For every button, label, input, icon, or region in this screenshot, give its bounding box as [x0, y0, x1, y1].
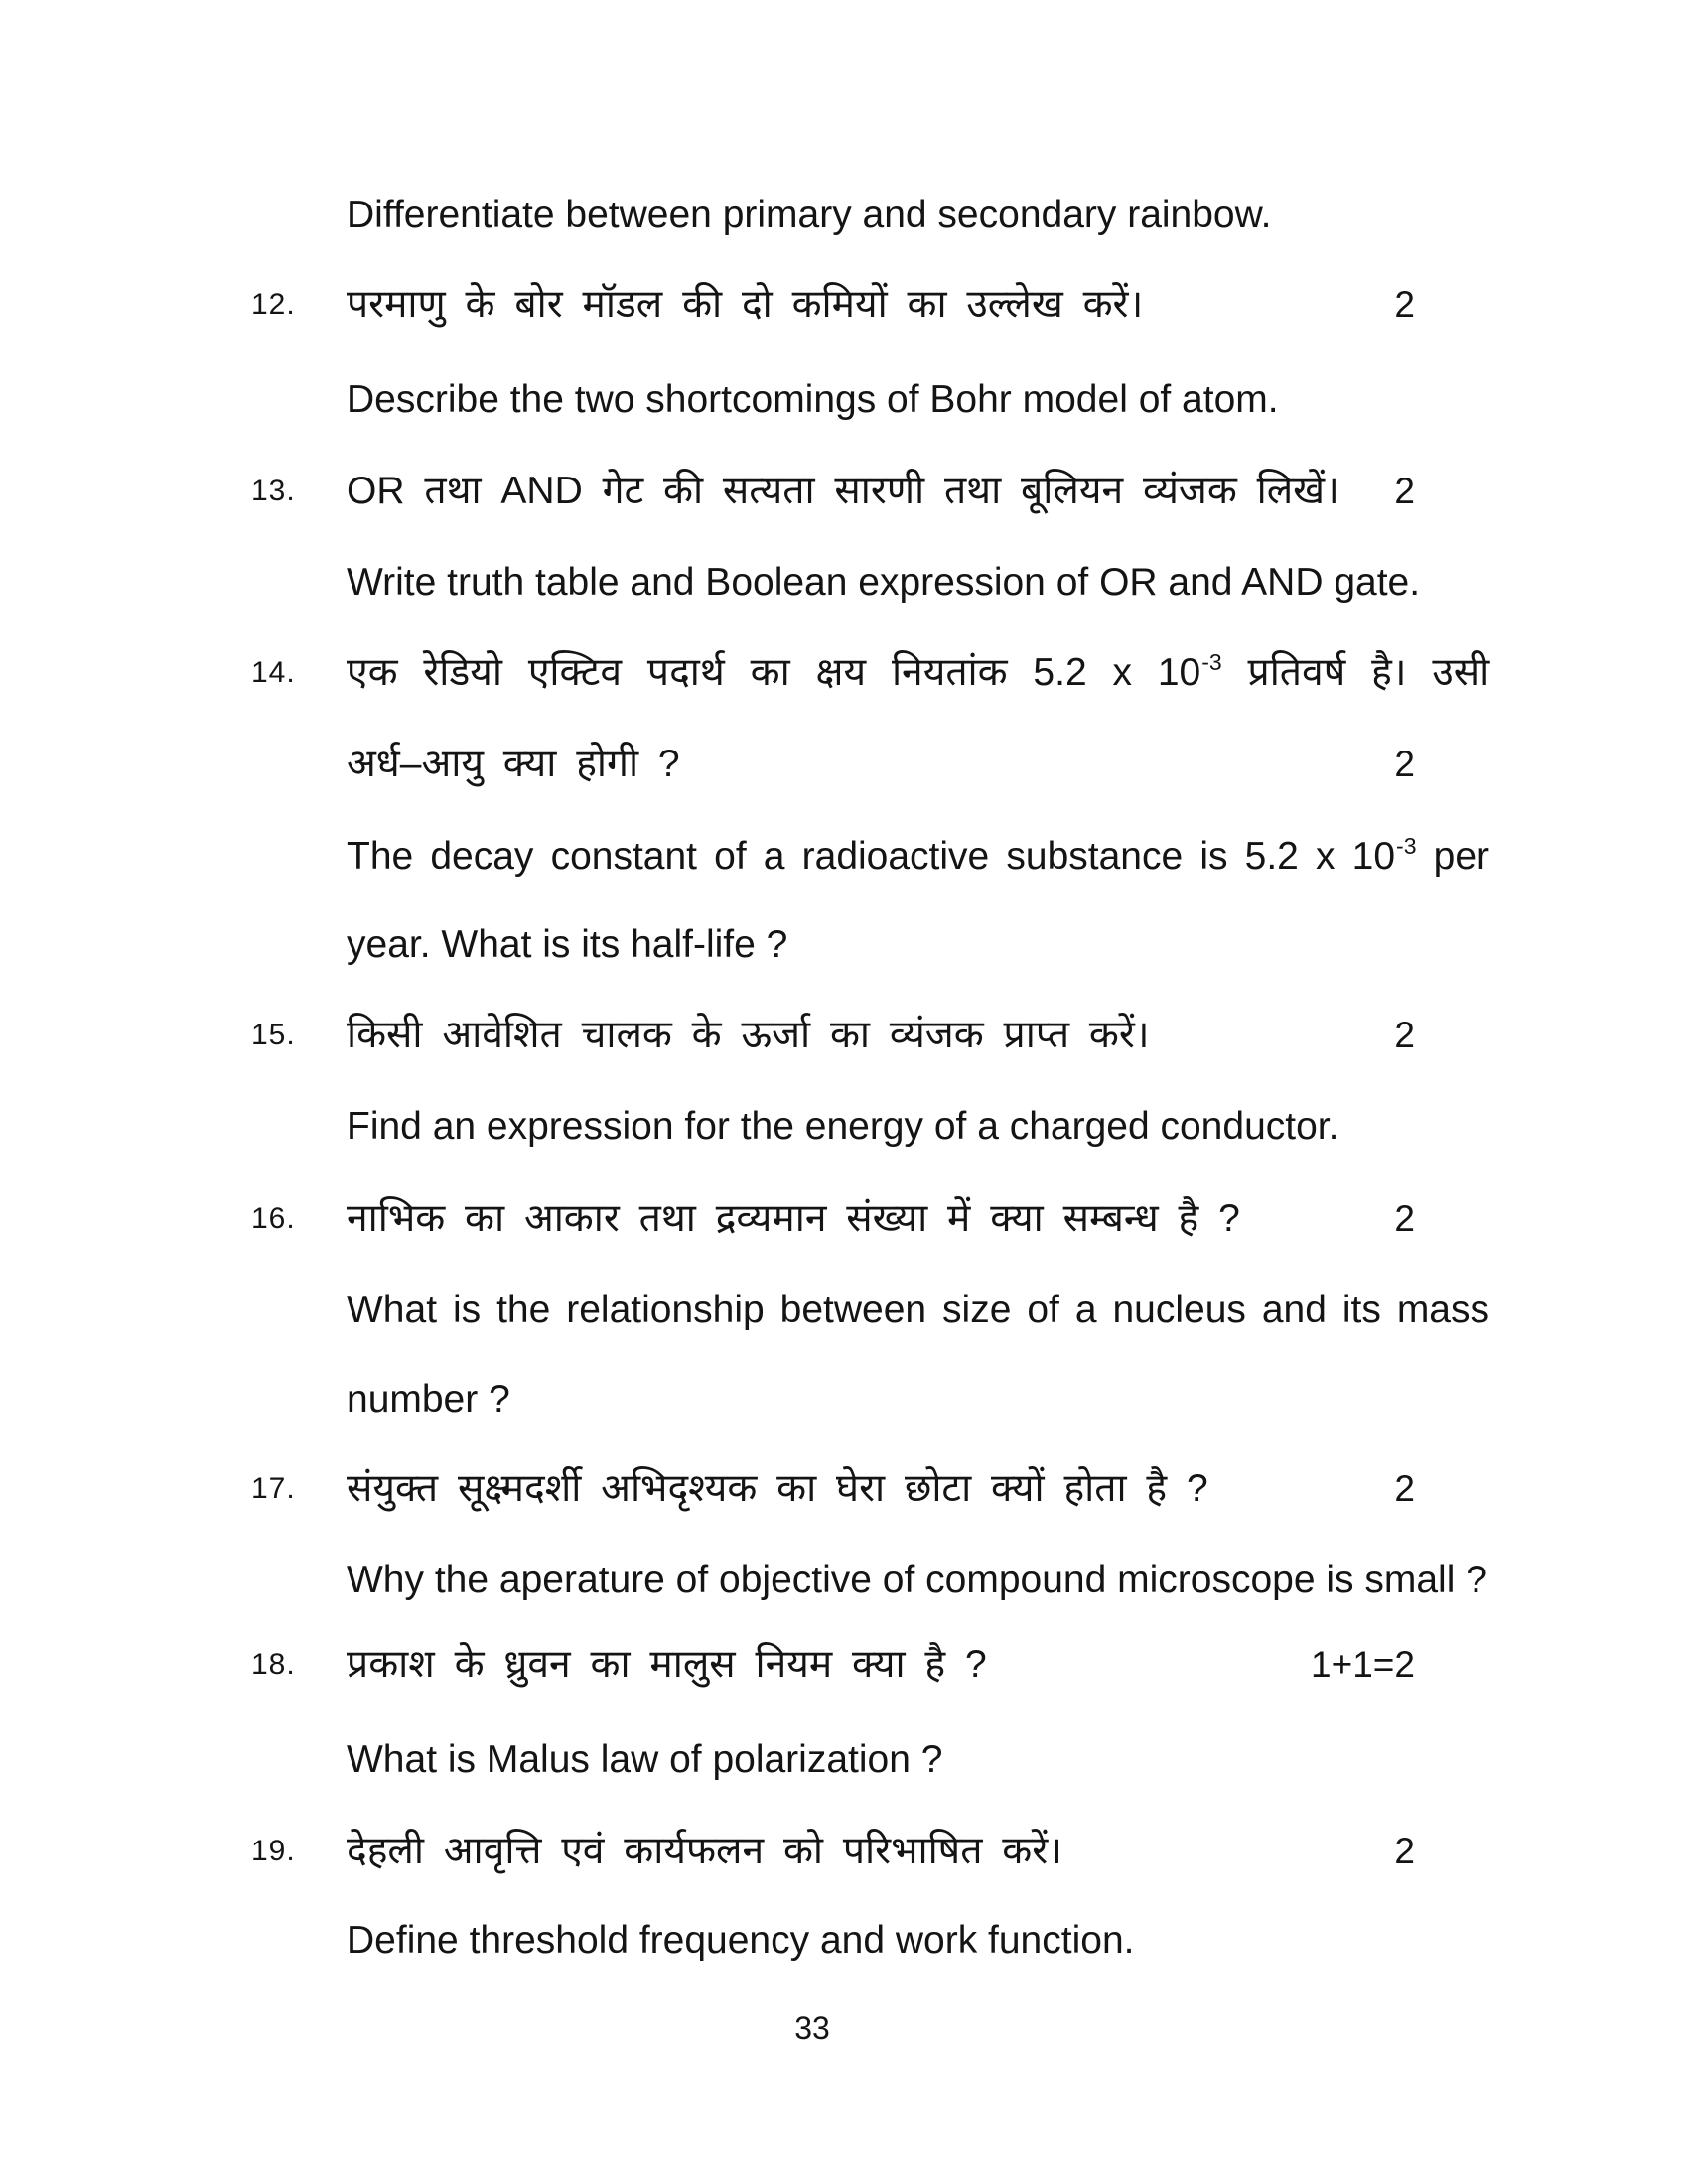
q17-marks: 2 — [1394, 1468, 1415, 1509]
q19-hindi-row — [251, 1806, 1489, 1897]
q18-hindi-text: प्रकाश के ध्रुवन का मालुस नियम क्या है ? — [347, 1643, 987, 1686]
q17-hindi-text: संयुक्त सूक्ष्मदर्शी अभिदृश्यक का घेरा छोटा क्यों होता है ? — [347, 1467, 1208, 1510]
q18-number: 18. — [251, 1648, 296, 1681]
q15-hindi-text: किसी आवेशित चालक के ऊर्जा का व्यंजक प्राप्त करें। — [347, 1014, 1150, 1056]
q11-english-line: Differentiate between primary and secondary rainbow. — [347, 194, 1272, 236]
q14-english-line-1 — [347, 811, 1489, 902]
q18-marks: 1+1=2 — [1311, 1644, 1415, 1685]
q12-number: 12. — [251, 288, 296, 321]
q14-english-superscript: -3 — [1396, 833, 1417, 859]
q15-hindi-row — [251, 990, 1489, 1081]
q12-hindi-text: परमाणु के बोर मॉडल की दो कमियों का उल्लेख करें। — [347, 283, 1144, 326]
q15-number: 15. — [251, 1019, 296, 1051]
q17-hindi-row — [251, 1443, 1489, 1535]
q14-english-line-2: year. What is its half-life ? — [347, 923, 788, 966]
q14-marks: 2 — [1394, 744, 1415, 784]
q16-english-line-1: What is the relationship between size of a nucleus and its mass — [347, 1289, 1489, 1331]
q19-number: 19. — [251, 1835, 296, 1867]
q14-hindi-row-1 — [251, 627, 1490, 719]
q13-hindi-text: OR तथा AND गेट की सत्यता सारणी तथा बूलियन व्यंजक लिखें। — [347, 470, 1339, 512]
q13-hindi-row — [251, 446, 1489, 537]
q14-hindi-text-2: अर्ध–आयु क्या होगी ? — [347, 743, 680, 785]
q16-number: 16. — [251, 1202, 296, 1235]
q19-hindi-text: देहली आवृत्ति एवं कार्यफलन को परिभाषित करें। — [347, 1830, 1062, 1872]
q19-marks: 2 — [1394, 1831, 1415, 1871]
q13-english-line: Write truth table and Boolean expression of OR and AND gate. — [347, 561, 1421, 604]
q18-hindi-row — [251, 1619, 1489, 1710]
q15-english-line: Find an expression for the energy of a charged conductor. — [347, 1105, 1339, 1148]
page-number: 33 — [794, 2010, 830, 2046]
q16-marks: 2 — [1394, 1198, 1415, 1239]
q16-hindi-text: नाभिक का आकार तथा द्रव्यमान संख्या में क्या सम्बन्ध है ? — [347, 1197, 1240, 1240]
q19-english-line: Define threshold frequency and work function. — [347, 1919, 1135, 1962]
q16-hindi-row — [251, 1173, 1489, 1265]
q13-marks: 2 — [1394, 471, 1415, 511]
q14-hindi-post: प्रतिवर्ष है। उसी — [1247, 651, 1490, 694]
q12-english-line: Describe the two shortcomings of Bohr model of atom. — [347, 378, 1279, 421]
q14-hindi-text-1 — [347, 651, 1489, 694]
q18-english-line: What is Malus law of polarization ? — [347, 1738, 943, 1781]
q15-marks: 2 — [1394, 1015, 1415, 1055]
q17-number: 17. — [251, 1472, 296, 1505]
q14-hindi-row-2 — [347, 719, 1489, 810]
q14-hindi-superscript: -3 — [1201, 649, 1222, 675]
q13-number: 13. — [251, 475, 296, 507]
q14-number: 14. — [251, 656, 296, 689]
q17-english-line: Why the aperature of objective of compound microscope is small ? — [347, 1559, 1487, 1601]
q14-hindi-pre: एक रेडियो एक्टिव पदार्थ का क्षय नियतांक 5.2 x 10 — [347, 651, 1201, 694]
q14-english-post: per — [1433, 835, 1489, 878]
q12-marks: 2 — [1394, 284, 1415, 325]
q12-hindi-row — [251, 259, 1489, 350]
q16-english-line-2: number ? — [347, 1378, 510, 1421]
q14-english-pre: The decay constant of a radioactive substance is 5.2 x 10 — [347, 835, 1396, 878]
